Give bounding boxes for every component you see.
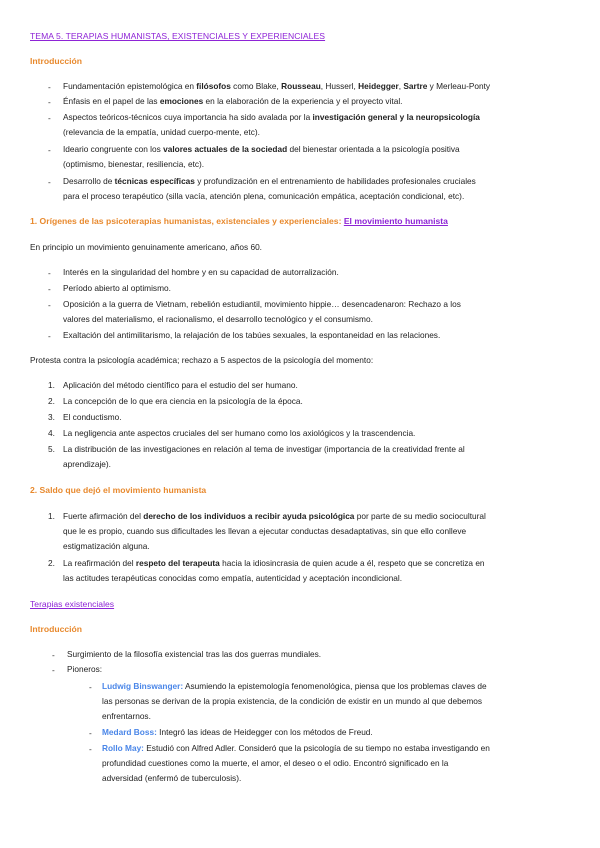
list-item: Oposición a la guerra de Vietnam, rebelión estudiantil, movimiento hippie… desencadenaron: Rechazo a los (63, 299, 461, 309)
list-number: 2. (48, 396, 55, 406)
pioneer-name: Rollo May: (102, 743, 144, 753)
sub-bullet-dash: - (89, 728, 92, 738)
list-number: 1. (48, 511, 55, 521)
section-1-paragraph: En principio un movimiento genuinamente americano, años 60. (30, 242, 262, 252)
list-item-continuation: aprendizaje). (63, 459, 111, 469)
document-title: TEMA 5. TERAPIAS HUMANISTAS, EXISTENCIALES Y EXPERIENCIALES (30, 31, 326, 41)
list-item: Énfasis en el papel de las emociones en la elaboración de la experiencia y el proyecto vital. (63, 96, 403, 106)
list-number: 3. (48, 412, 55, 422)
intro-heading: Introducción (30, 56, 83, 66)
pioneer-item: Rollo May: Estudió con Alfred Adler. Consideró que la psicología de su tiempo no estaba investigando en (102, 743, 490, 753)
existential-therapies-link[interactable]: Terapias existenciales (30, 599, 115, 609)
bullet-dash: - (48, 113, 51, 123)
list-item-continuation: que le es propio, cuando sus dificultades les llevan a ejecutar conductas desadaptativas, sin que ello conlleve (63, 526, 467, 536)
bullet-dash: - (48, 300, 51, 310)
bullet-dash: - (48, 268, 51, 278)
list-item-continuation: las actitudes terapéuticas conocidas como empatía, autenticidad y aceptación incondicional. (63, 573, 402, 583)
pioneer-name: Medard Boss: (102, 727, 157, 737)
bullet-dash: - (48, 97, 51, 107)
bullet-dash: - (48, 145, 51, 155)
list-item: Surgimiento de la filosofía existencial tras las dos guerras mundiales. (67, 649, 322, 659)
bullet-dash: - (48, 284, 51, 294)
list-number: 4. (48, 428, 55, 438)
list-item: Fuerte afirmación del derecho de los individuos a recibir ayuda psicológica por parte de su medio sociocultural (63, 511, 486, 521)
list-item-continuation: estigmatización alguna. (63, 541, 150, 551)
list-item: La reafirmación del respeto del terapeuta hacia la idiosincrasia de quien acude a él, respeto que se concretiza en (63, 558, 485, 568)
list-number: 1. (48, 380, 55, 390)
pioneer-continuation: las personas se derivan de la propia existencia, de la condición de existir en un mundo al que debemos (102, 696, 483, 706)
pioneer-item: Ludwig Binswanger: Asumiendo la epistemología fenomenológica, piensa que los problemas claves de (102, 681, 487, 691)
list-number: 5. (48, 444, 55, 454)
list-item-continuation: valores del materialismo, el racionalismo, el desarrollo tecnológico y el consumismo. (63, 314, 373, 324)
list-item-continuation: para el proceso terapéutico (silla vacía, atención plena, comunicación empática, aceptación condicional, etc). (63, 191, 465, 201)
list-item: Aplicación del método científico para el estudio del ser humano. (63, 380, 298, 390)
pioneer-item: Medard Boss: Integró las ideas de Heidegger con los métodos de Freud. (102, 727, 373, 737)
pioneer-name: Ludwig Binswanger: (102, 681, 184, 691)
existential-intro-heading: Introducción (30, 624, 83, 634)
list-number: 2. (48, 558, 55, 568)
bullet-dash: - (52, 650, 55, 660)
pioneer-continuation: enfrentarnos. (102, 711, 151, 721)
list-item: Interés en la singularidad del hombre y en su capacidad de autorralización. (63, 267, 339, 277)
list-item: Ideario congruente con los valores actuales de la sociedad del bienestar orientada a la psicología positiva (63, 144, 460, 154)
list-item: Período abierto al optimismo. (63, 283, 171, 293)
list-item: Aspectos teóricos-técnicos cuya importancia ha sido avalada por la investigación general y la neuropsicología (63, 112, 480, 122)
list-item: La negligencia ante aspectos cruciales del ser humano como los axiológicos y la trascendencia. (63, 428, 416, 438)
list-item: El conductismo. (63, 412, 122, 422)
sub-bullet-dash: - (89, 744, 92, 754)
list-item: La concepción de lo que era ciencia en la psicología de la época. (63, 396, 303, 406)
bullet-dash: - (52, 665, 55, 675)
list-item: Desarrollo de técnicas específicas y profundización en el entrenamiento de habilidades profesionales cruciales (63, 176, 476, 186)
section-1-heading: 1. Orígenes de las psicoterapias humanistas, existenciales y experienciales: El movimiento humanista (30, 216, 448, 226)
list-item-continuation: (optimismo, bienestar, resiliencia, etc). (63, 159, 205, 169)
bullet-dash: - (48, 177, 51, 187)
humanist-movement-link[interactable]: El movimiento humanista (343, 216, 448, 226)
bullet-dash: - (48, 82, 51, 92)
list-item: Fundamentación epistemológica en filósofos como Blake, Rousseau, Husserl, Heidegger, Sartre y Merleau-Ponty (63, 81, 491, 91)
section-1-paragraph-2: Protesta contra la psicología académica; rechazo a 5 aspectos de la psicología del momento: (30, 355, 374, 365)
list-item-continuation: (relevancia de la empatía, unidad cuerpo-mente, etc). (63, 127, 260, 137)
pioneer-continuation: adversidad (enfermó de tuberculosis). (102, 773, 242, 783)
sub-bullet-dash: - (89, 682, 92, 692)
section-2-heading: 2. Saldo que dejó el movimiento humanista (30, 485, 207, 495)
pioneer-continuation: profundidad cuestiones como la muerte, el amor, el deseo o el odio. Encontró significado en la (102, 758, 449, 768)
list-item: La distribución de las investigaciones en relación al tema de investigar (importancia de la creatividad frente al (63, 444, 465, 454)
list-item: Pioneros: (67, 664, 103, 674)
list-item: Exaltación del antimilitarismo, la relajación de los tabúes sexuales, la espontaneidad en las relaciones. (63, 330, 441, 340)
bullet-dash: - (48, 331, 51, 341)
